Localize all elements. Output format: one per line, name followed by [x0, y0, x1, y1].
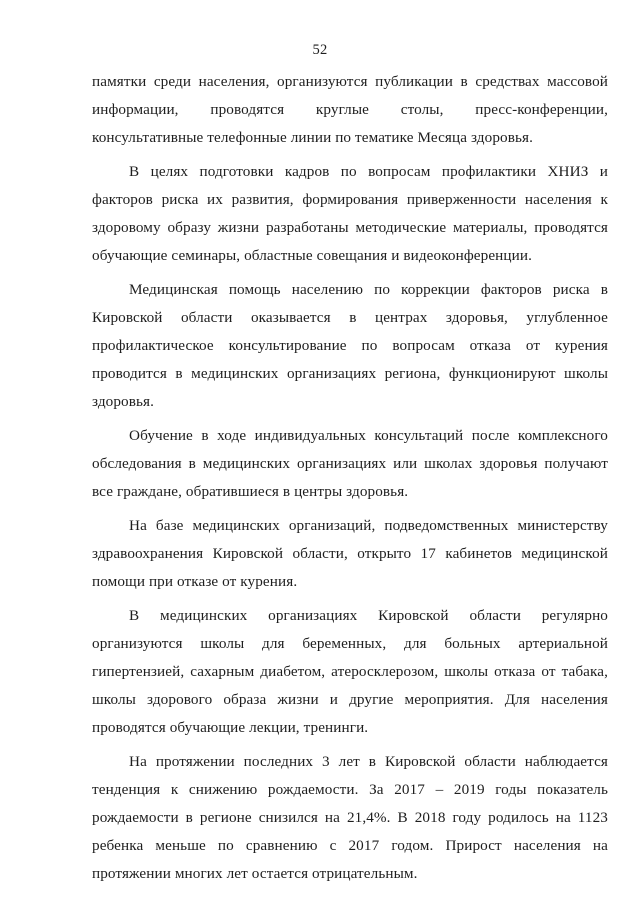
paragraph-health-schools: В медицинских организациях Кировской области регулярно организуются школы для беременных, для больных артериальной гипертензией, сахарным диабетом, атеросклерозом, школы отказа от табака, школы здорового образа жизни и другие мероприятия. Для населения проводятся обучающие лекции, тренинги. — [92, 607, 608, 736]
page-number: 52 — [312, 42, 328, 58]
paragraph-smoking-cabinets: На базе медицинских организаций, подведомственных министерству здравоохранения Кировской области, открыто 17 кабинетов медицинской помощи при отказе от курения. — [92, 517, 608, 590]
paragraph-consultations: Обучение в ходе индивидуальных консультаций после комплексного обследования в медицинских организациях или школах здоровья получают все граждане, обратившиеся в центры здоровья. — [92, 427, 608, 500]
paragraph-staff-training: В целях подготовки кадров по вопросам профилактики ХНИЗ и факторов риска их развития, формирования приверженности населения к здоровому образу жизни разработаны методические материалы, проводятся обучающие семинары, областные совещания и видеоконференции. — [92, 163, 608, 264]
paragraph-medical-help: Медицинская помощь населению по коррекции факторов риска в Кировской области оказывается в центрах здоровья, углубленное профилактическое консультирование по вопросам отказа от курения проводится в медицинских организациях региона, функционируют школы здоровья. — [92, 281, 608, 410]
body-text — [92, 68, 608, 888]
paragraph-continuation: памятки среди населения, организуются публикации в средствах массовой информации, проводятся круглые столы, пресс-конференции, консультативные телефонные линии по тематике Месяца здоровья. — [92, 73, 608, 146]
paragraph-birth-rate: На протяжении последних 3 лет в Кировской области наблюдается тенденция к снижению рождаемости. За 2017 – 2019 годы показатель рождаемости в регионе снизился на 21,4%. В 2018 году родилось на 1123 ребенка меньше по сравнению с 2017 годом. Прирост населения на протяжении многих лет остается отрицательным. — [92, 753, 608, 882]
